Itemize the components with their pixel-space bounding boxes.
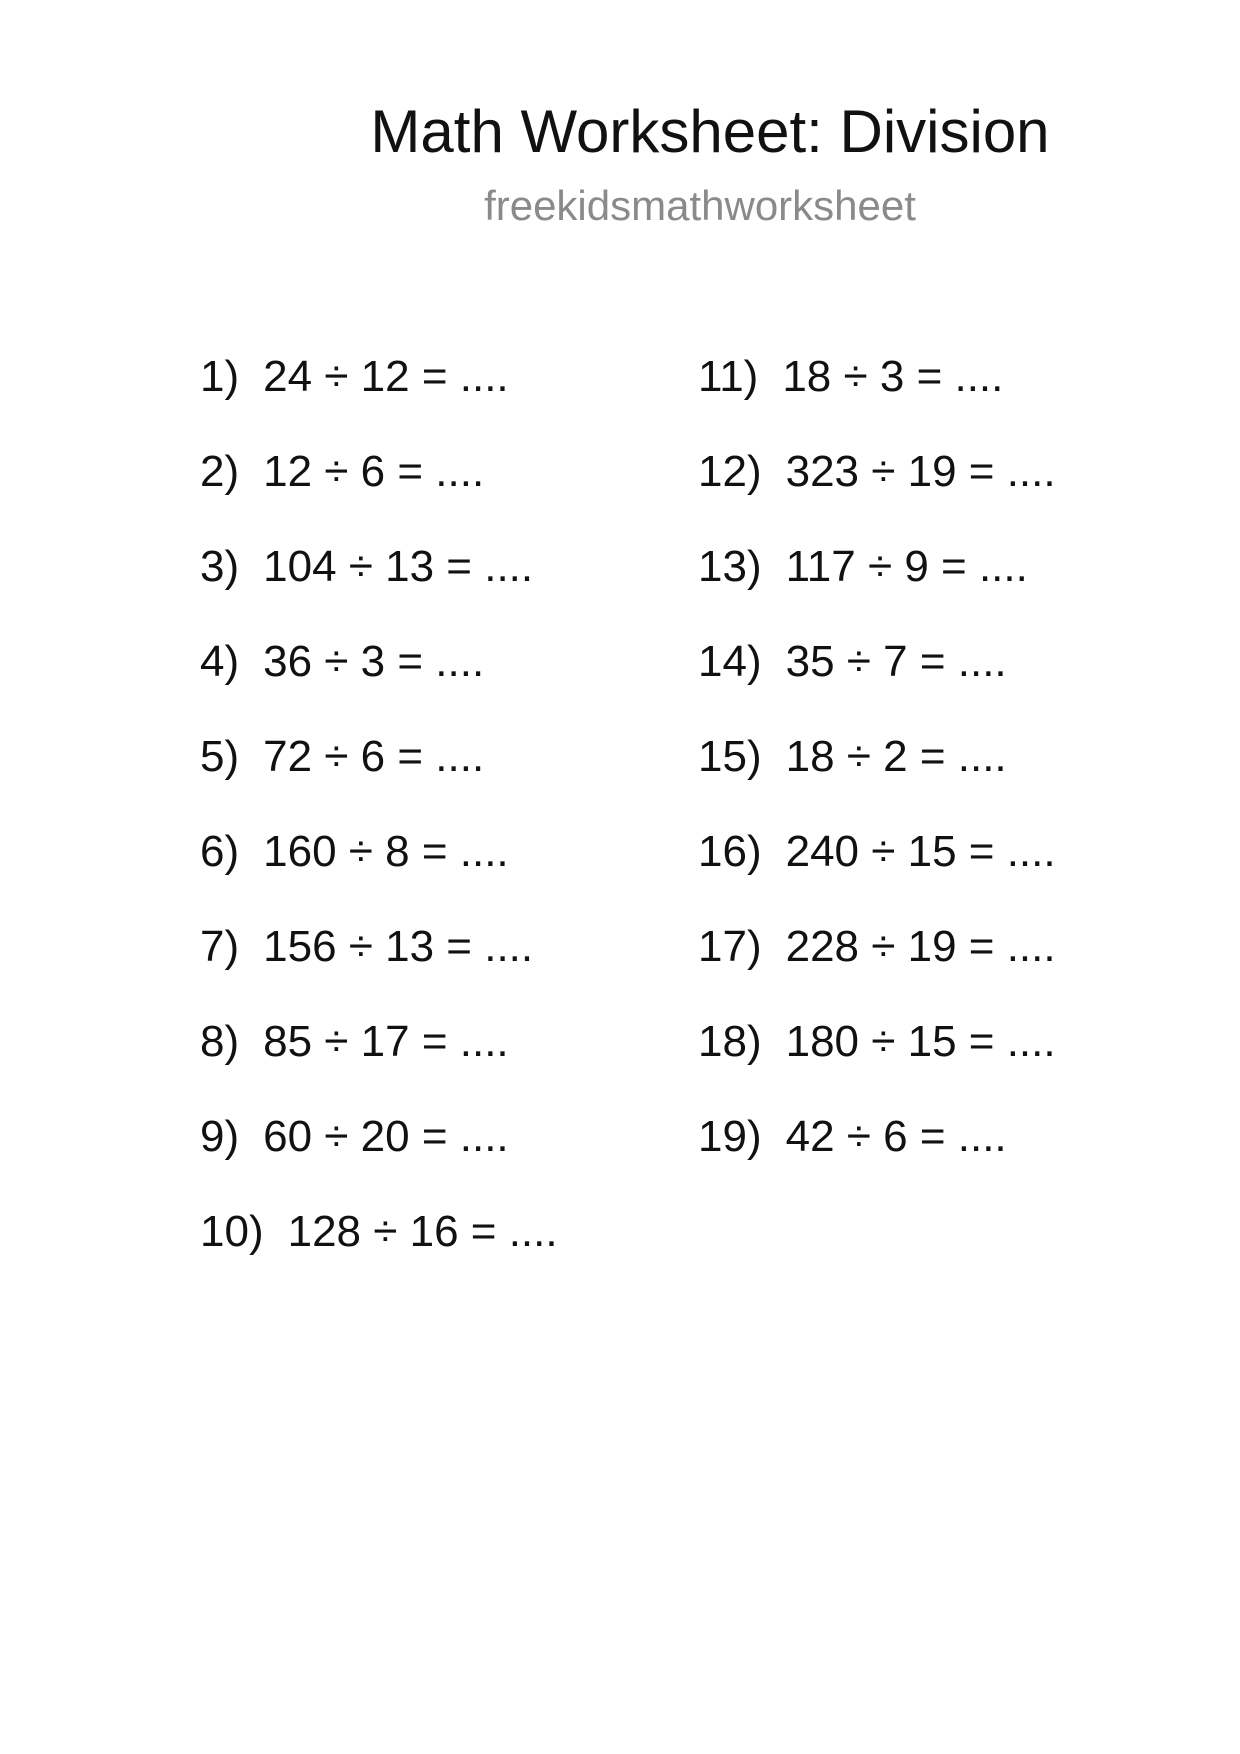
problem-item	[698, 348, 1056, 443]
page-subtitle: freekidsmathworksheet	[484, 182, 916, 229]
problem-number: 13)	[698, 542, 762, 591]
problem-item	[698, 1108, 1056, 1203]
problem-number: 10)	[200, 1207, 264, 1256]
problem-item	[698, 1013, 1056, 1108]
problem-expression: 228 ÷ 19 = ....	[785, 922, 1056, 971]
problem-item	[698, 538, 1056, 633]
problem-number: 18)	[698, 1017, 762, 1066]
problem-number: 15)	[698, 732, 762, 781]
problem-item	[200, 823, 558, 918]
problem-item	[200, 1108, 558, 1203]
problem-number: 16)	[698, 827, 762, 876]
problem-expression: 160 ÷ 8 = ....	[263, 827, 509, 876]
problem-item	[200, 918, 558, 1013]
problem-expression: 42 ÷ 6 = ....	[785, 1112, 1007, 1161]
problem-number: 6)	[200, 827, 240, 876]
problem-number: 5)	[200, 732, 240, 781]
problem-expression: 128 ÷ 16 = ....	[287, 1207, 558, 1256]
page-title: Math Worksheet: Division	[370, 98, 1050, 165]
problem-expression: 117 ÷ 9 = ....	[785, 542, 1028, 591]
problem-expression: 35 ÷ 7 = ....	[785, 637, 1007, 686]
problem-expression: 323 ÷ 19 = ....	[785, 447, 1056, 496]
problem-expression: 24 ÷ 12 = ....	[263, 352, 509, 401]
problem-item	[698, 633, 1056, 728]
problem-item	[200, 728, 558, 823]
problem-item	[200, 1203, 558, 1298]
problem-expression: 12 ÷ 6 = ....	[263, 447, 485, 496]
problem-number: 7)	[200, 922, 240, 971]
problem-number: 19)	[698, 1112, 762, 1161]
problem-number: 1)	[200, 352, 240, 401]
problem-expression: 60 ÷ 20 = ....	[263, 1112, 509, 1161]
problem-expression: 240 ÷ 15 = ....	[785, 827, 1056, 876]
problem-number: 17)	[698, 922, 762, 971]
problem-item	[698, 823, 1056, 918]
problem-item	[698, 918, 1056, 1013]
problem-item	[698, 728, 1056, 823]
problem-column-left	[200, 348, 558, 1298]
problem-number: 9)	[200, 1112, 240, 1161]
problem-expression: 156 ÷ 13 = ....	[263, 922, 534, 971]
problem-number: 12)	[698, 447, 762, 496]
problem-number: 14)	[698, 637, 762, 686]
problem-column-right	[698, 348, 1056, 1203]
problem-expression: 18 ÷ 2 = ....	[785, 732, 1007, 781]
problem-number: 3)	[200, 542, 240, 591]
problem-expression: 18 ÷ 3 = ....	[782, 352, 1004, 401]
problem-number: 4)	[200, 637, 240, 686]
problem-item	[200, 633, 558, 728]
problem-expression: 104 ÷ 13 = ....	[263, 542, 534, 591]
problem-item	[200, 1013, 558, 1108]
problem-item	[698, 443, 1056, 538]
problem-expression: 72 ÷ 6 = ....	[263, 732, 485, 781]
problem-number: 8)	[200, 1017, 240, 1066]
problem-expression: 85 ÷ 17 = ....	[263, 1017, 509, 1066]
problem-expression: 180 ÷ 15 = ....	[785, 1017, 1056, 1066]
problem-item	[200, 538, 558, 633]
problem-item	[200, 348, 558, 443]
problem-number: 11)	[698, 352, 759, 401]
problem-item	[200, 443, 558, 538]
problem-number: 2)	[200, 447, 240, 496]
problem-expression: 36 ÷ 3 = ....	[263, 637, 485, 686]
